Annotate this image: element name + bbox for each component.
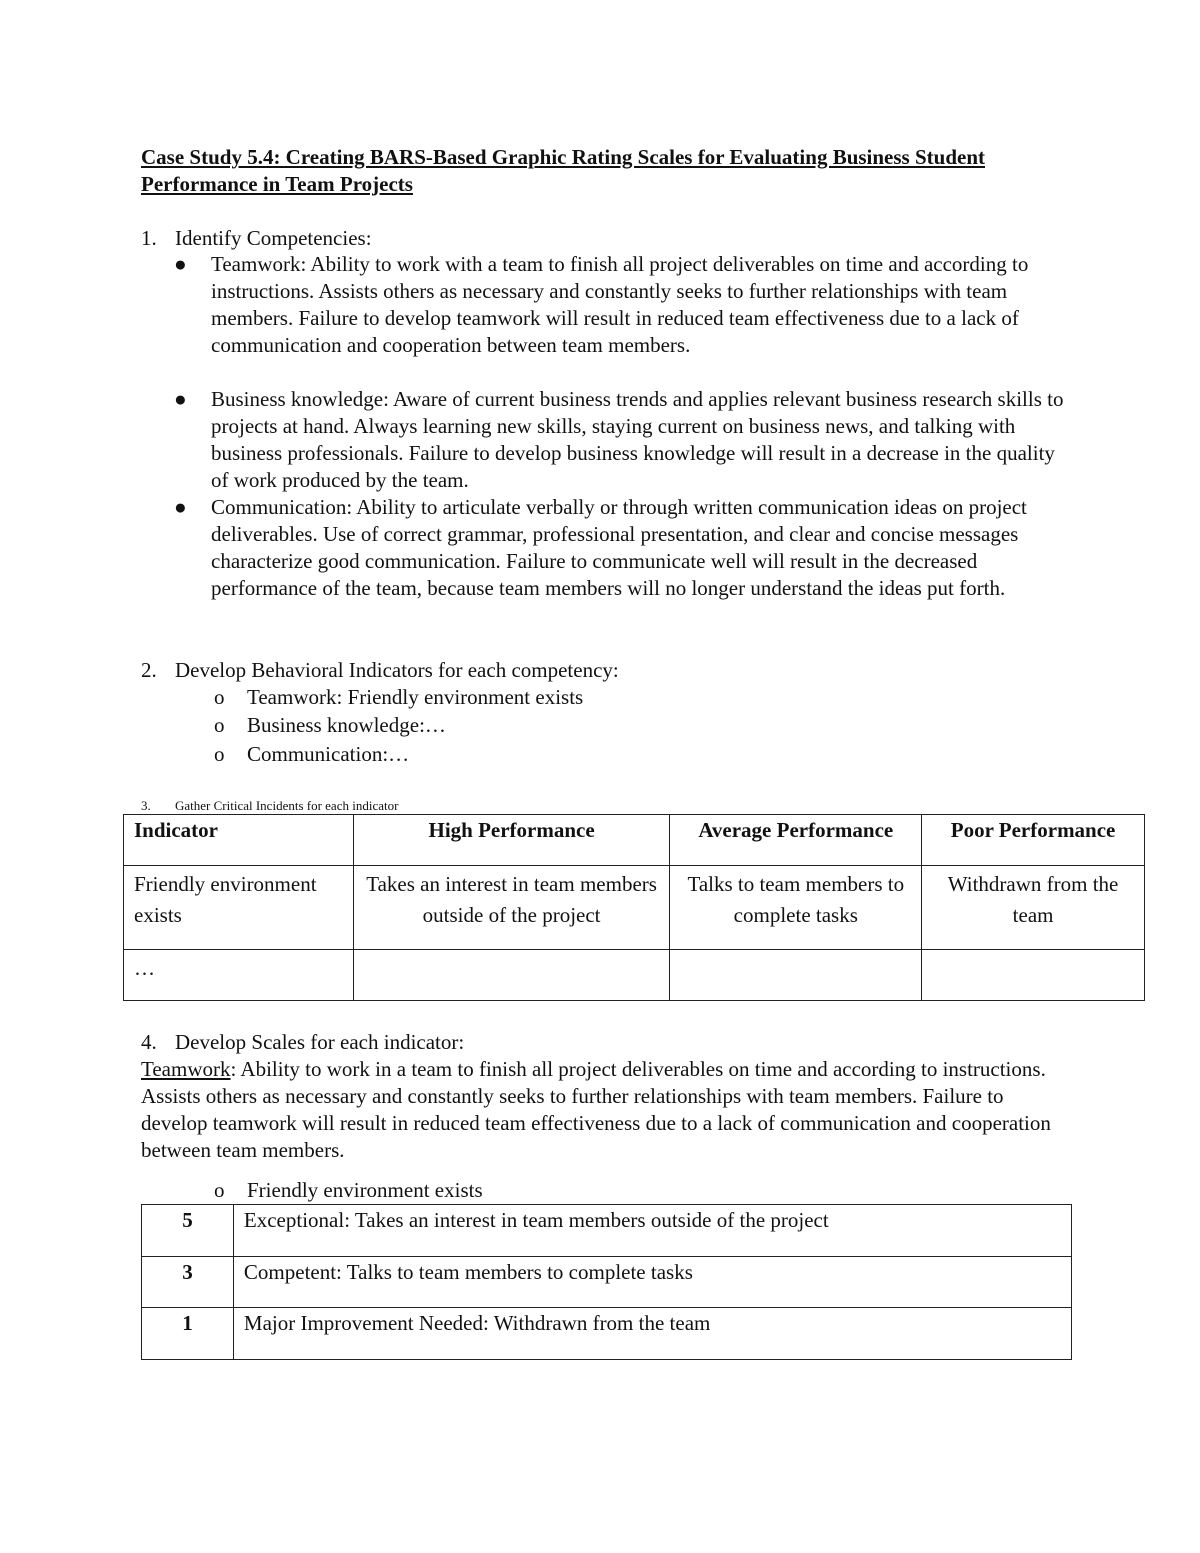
section-number: 4. bbox=[141, 1030, 157, 1054]
indicator-item: Communication:… bbox=[247, 742, 410, 766]
scale-score: 1 bbox=[142, 1308, 234, 1360]
table-cell: Withdrawn from the team bbox=[922, 866, 1145, 950]
section-heading: Identify Competencies: bbox=[175, 226, 372, 250]
header-cell: Poor Performance bbox=[922, 815, 1145, 866]
scale-row bbox=[142, 1205, 1072, 1257]
section-number: 2. bbox=[141, 658, 157, 682]
list-marker: o bbox=[214, 713, 225, 737]
section-2-heading bbox=[141, 657, 841, 684]
indicator-item: Teamwork: Friendly environment exists bbox=[247, 685, 584, 709]
header-cell: Indicator bbox=[124, 815, 354, 866]
table-row bbox=[124, 866, 1145, 950]
table-cell: Talks to team members to complete tasks bbox=[670, 866, 922, 950]
section-number: 1. bbox=[141, 226, 157, 250]
bullet-marker: ● bbox=[174, 252, 187, 276]
table-cell: Friendly environment exists bbox=[124, 866, 354, 950]
table-cell: Takes an interest in team members outside of the project bbox=[353, 866, 670, 950]
section-1-heading bbox=[141, 225, 372, 252]
rating-scale-table bbox=[141, 1204, 1072, 1360]
bullet-business-knowledge: Business knowledge: Aware of current business trends and applies relevant business research skills to projects at hand. Always learning new skills, staying current on business news, and talking with business professionals. Failure to develop business knowledge will result in a decrease in the quality of work produced by the team. bbox=[211, 387, 1064, 492]
competency-text: : Ability to work in a team to finish all project deliverables on time and according to instructions. Assists others as necessary and constantly seeks to further relationships with team members. Failure to develop teamwork will result in reduced team effectiveness due to a lack of communication and cooperation between team members. bbox=[141, 1057, 1051, 1162]
table-cell bbox=[670, 950, 922, 1001]
bullet-marker: ● bbox=[174, 387, 187, 411]
scale-row bbox=[142, 1257, 1072, 1308]
section-4-heading bbox=[141, 1029, 741, 1056]
bullet-marker: ● bbox=[174, 495, 187, 519]
scale-description: Competent: Talks to team members to complete tasks bbox=[233, 1257, 1071, 1308]
list-marker: o bbox=[214, 1178, 225, 1202]
bullet-teamwork: Teamwork: Ability to work with a team to finish all project deliverables on time and according to instructions. Assists others as necessary and constantly seeks to further relationships with team members. Failure to develop teamwork will result in reduced team effectiveness due to a lack of communication and cooperation between team members. bbox=[211, 252, 1029, 357]
list-marker: o bbox=[214, 685, 225, 709]
scale-score: 3 bbox=[142, 1257, 234, 1308]
scale-description: Major Improvement Needed: Withdrawn from the team bbox=[233, 1308, 1071, 1360]
scale-score: 5 bbox=[142, 1205, 234, 1257]
table-row bbox=[124, 950, 1145, 1001]
bullet-communication: Communication: Ability to articulate verbally or through written communication ideas on project deliverables. Use of correct grammar, professional presentation, and clear and concise messages characterize good communication. Failure to communicate well will result in the decreased performance of the team, because team members will no longer understand the ideas put forth. bbox=[211, 495, 1027, 600]
table-cell bbox=[922, 950, 1145, 1001]
competency-label: Teamwork bbox=[141, 1057, 231, 1081]
section-3-heading bbox=[141, 798, 641, 814]
section-heading: Develop Behavioral Indicators for each competency: bbox=[175, 658, 619, 682]
section-heading: Develop Scales for each indicator: bbox=[175, 1030, 465, 1054]
header-cell: High Performance bbox=[353, 815, 670, 866]
section-heading: Gather Critical Incidents for each indicator bbox=[175, 798, 399, 813]
critical-incidents-table bbox=[123, 814, 1145, 1001]
scale-row bbox=[142, 1308, 1072, 1360]
competency-description bbox=[141, 1056, 1071, 1164]
table-header-row bbox=[124, 815, 1145, 866]
table-cell bbox=[353, 950, 670, 1001]
table-cell: … bbox=[124, 950, 354, 1001]
list-marker: o bbox=[214, 742, 225, 766]
document-title: Case Study 5.4: Creating BARS-Based Graphic Rating Scales for Evaluating Business Student Performance in Team Projects bbox=[141, 145, 985, 196]
scale-description: Exceptional: Takes an interest in team members outside of the project bbox=[233, 1205, 1071, 1257]
header-cell: Average Performance bbox=[670, 815, 922, 866]
indicator-item: Business knowledge:… bbox=[247, 713, 446, 737]
section-number: 3. bbox=[141, 798, 151, 813]
scale-indicator: Friendly environment exists bbox=[247, 1178, 483, 1202]
